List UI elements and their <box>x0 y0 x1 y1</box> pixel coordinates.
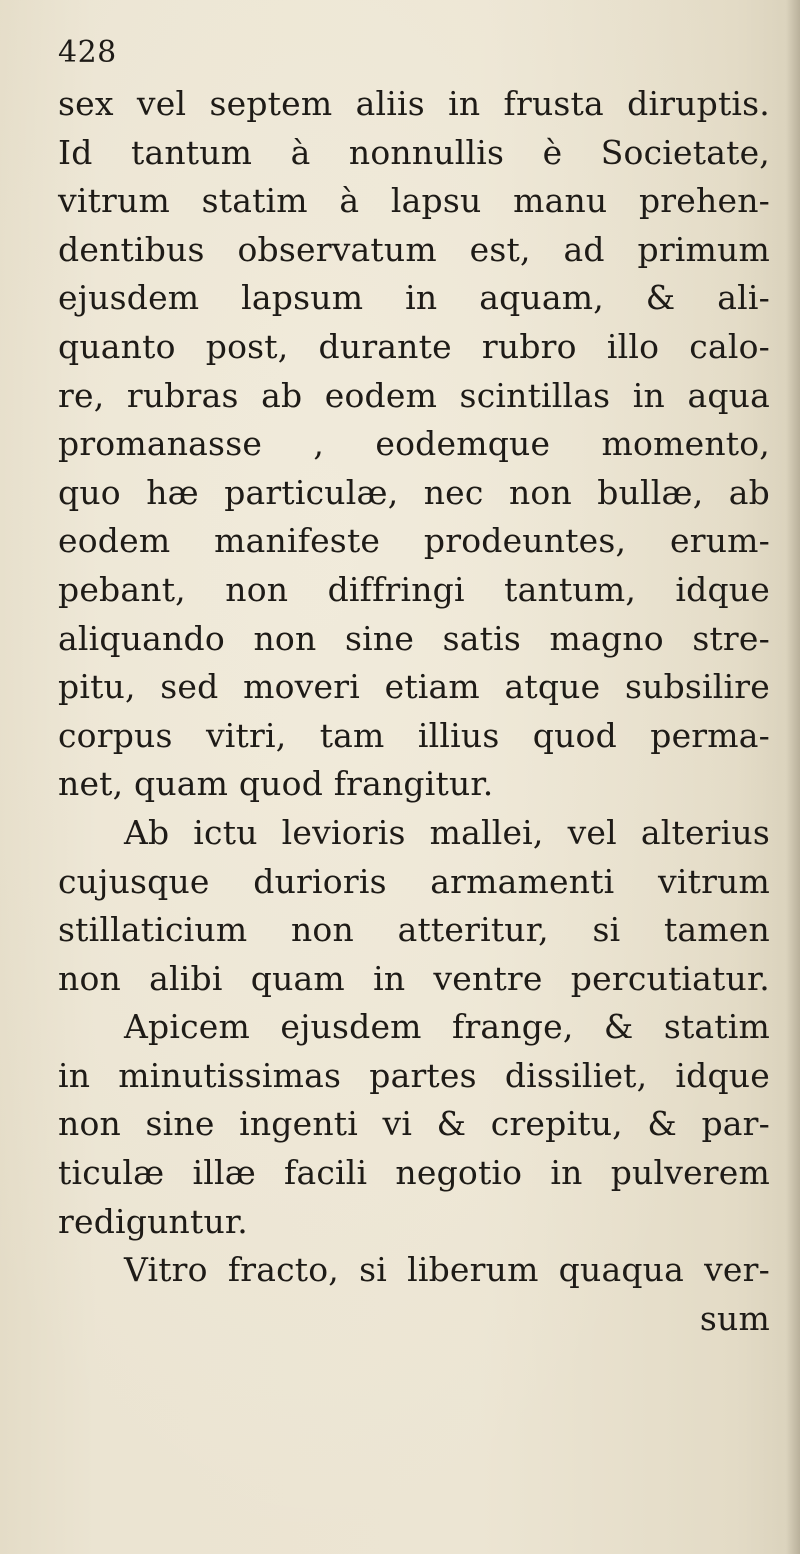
page-edge-shadow <box>786 0 800 1554</box>
text-line: ejusdem lapsum in aquam, & ali- <box>58 278 770 318</box>
text-line: corpus vitri, tam illius quod perma- <box>58 715 770 755</box>
text-line: dentibus observatum est, ad primum <box>58 229 770 269</box>
text-line: quanto post, durante rubro illo calo- <box>58 326 770 366</box>
paragraph-first-line: Apicem ejusdem frange, & statim <box>124 1007 770 1047</box>
text-line: promanasse , eodemque momento, <box>58 424 770 464</box>
text-line: stillaticium non atteritur, si tamen <box>58 910 770 950</box>
page-number: 428 <box>58 35 117 70</box>
text-line: pitu, sed moveri etiam atque subsilire <box>58 667 770 707</box>
text-line: re, rubras ab eodem scintillas in aqua <box>58 375 770 415</box>
text-line: non alibi quam in ventre percutiatur. <box>58 958 770 998</box>
text-line: Id tantum à nonnullis è Societate, <box>58 132 770 172</box>
text-line: vitrum statim à lapsu manu prehen- <box>58 181 770 221</box>
text-line: cujusque durioris armamenti vitrum <box>58 861 770 901</box>
text-line: eodem manifeste prodeuntes, erum- <box>58 521 770 561</box>
text-line: quo hæ particulæ, nec non bullæ, ab <box>58 472 770 512</box>
text-line: sex vel septem aliis in frusta diruptis. <box>58 84 770 123</box>
paragraph-first-line: Vitro fracto, si liberum quaqua ver- <box>124 1250 770 1290</box>
catchword: sum <box>699 1298 770 1338</box>
text-line: ticulæ illæ facili negotio in pulverem <box>58 1153 770 1193</box>
text-line: pebant, non diffringi tantum, idque <box>58 569 770 609</box>
text-line: in minutissimas partes dissiliet, idque <box>58 1055 770 1095</box>
paragraph-first-line: Ab ictu levioris mallei, vel alterius <box>124 812 770 852</box>
text-line: aliquando non sine satis magno stre- <box>58 618 770 658</box>
text-line: non sine ingenti vi & crepitu, & par- <box>58 1104 770 1144</box>
text-line: net, quam quod frangitur. <box>58 764 494 804</box>
body-text <box>58 80 770 1343</box>
text-line: rediguntur. <box>58 1201 248 1241</box>
